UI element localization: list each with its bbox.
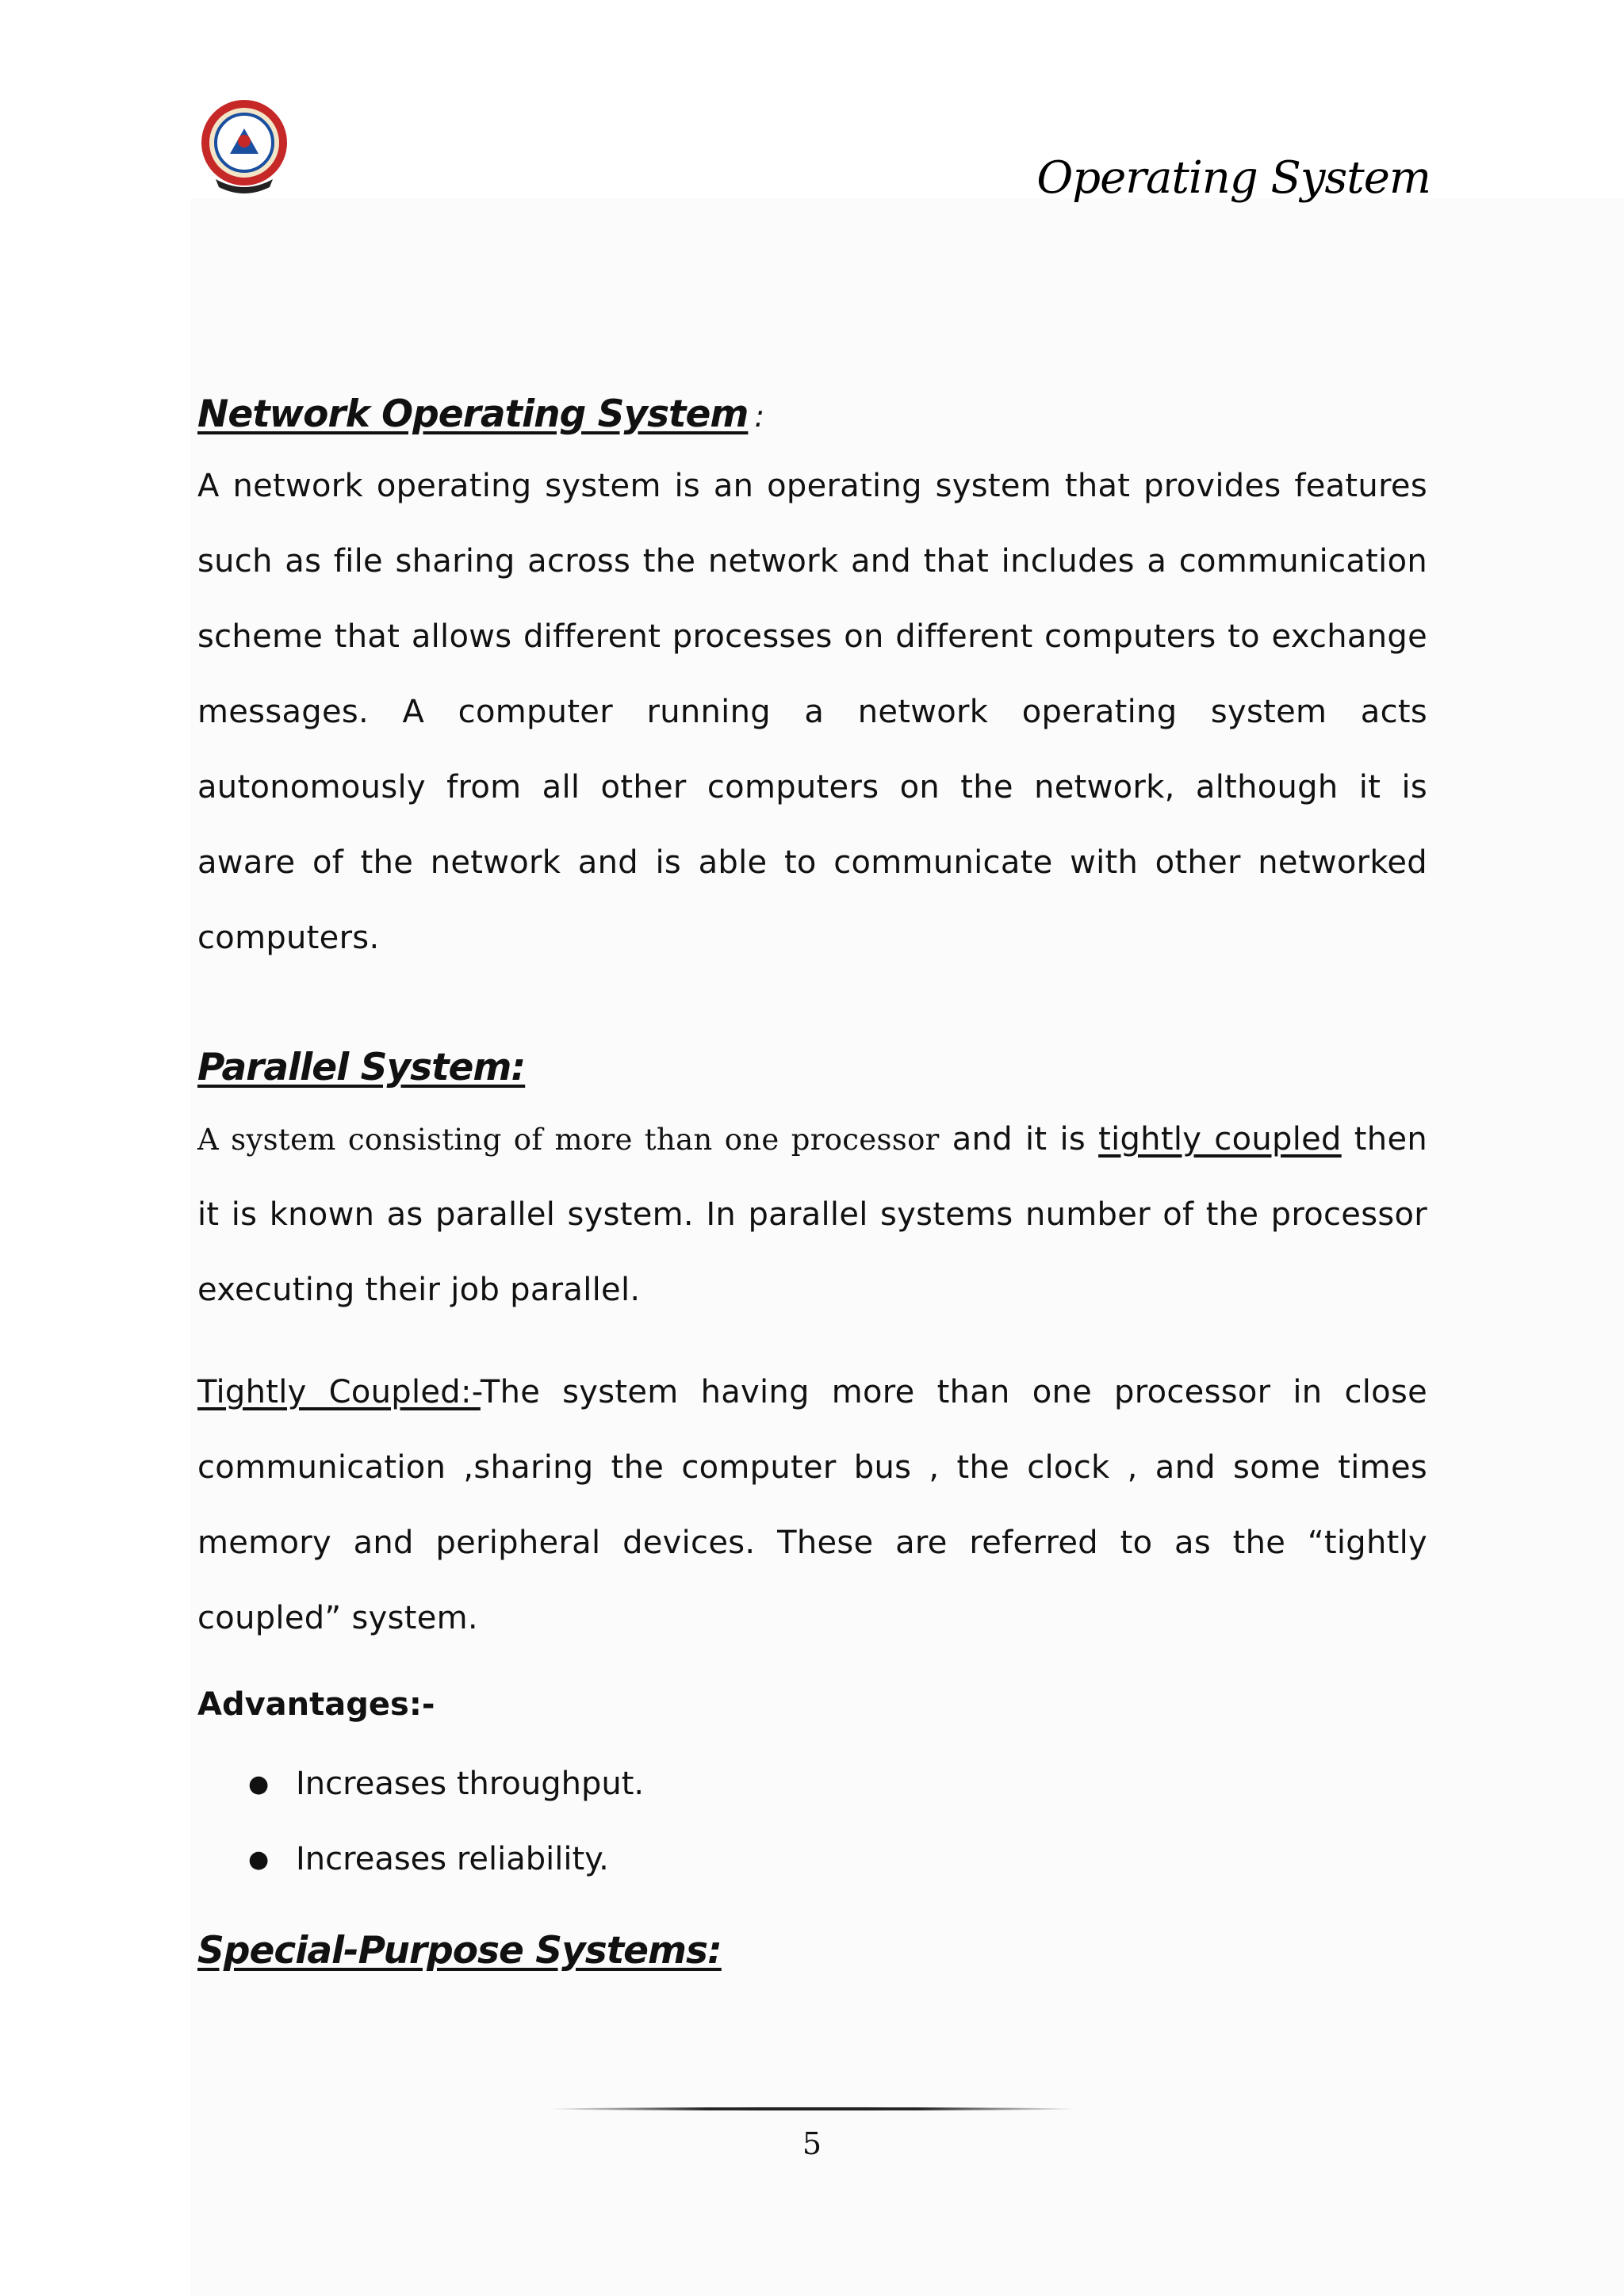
parallel-rest-text: then it is known as parallel system. In parallel systems number of the processor executing their job parallel. <box>197 1121 1428 1308</box>
page-content <box>197 392 1427 1973</box>
tightly-coupled-paragraph <box>197 1355 1427 1656</box>
bullet-icon: ● <box>248 1770 270 1798</box>
parallel-system-heading: Parallel System: <box>197 1046 526 1089</box>
advantages-list <box>197 1747 1427 1897</box>
parallel-serif-run: A system consisting of more than one processor <box>197 1123 940 1157</box>
tightly-coupled-text: The system having more than one processor in close communication ,sharing the computer bus , the clock , and some times memory and peripheral devices. These are referred to as the “tightly coupled” system. <box>197 1374 1427 1636</box>
parallel-system-paragraph <box>197 1102 1427 1328</box>
special-purpose-heading: Special-Purpose Systems: <box>197 1929 722 1973</box>
footer-divider <box>547 2107 1078 2110</box>
tightly-coupled-label: Tightly Coupled:- <box>197 1374 481 1410</box>
advantages-label: Advantages:- <box>197 1686 435 1723</box>
list-item <box>197 1747 1427 1822</box>
page-number: 5 <box>802 2126 822 2161</box>
tightly-coupled-link: tightly coupled <box>1098 1121 1342 1158</box>
heading-colon: : <box>754 399 764 434</box>
parallel-mid-text: and it is <box>939 1121 1099 1158</box>
network-os-heading <box>197 392 1427 436</box>
advantage-text: Increases reliability. <box>296 1841 609 1877</box>
advantage-text: Increases throughput. <box>296 1766 645 1802</box>
bullet-icon: ● <box>248 1846 270 1873</box>
network-os-paragraph: A network operating system is an operating system that provides features such as file sharing across the network and that includes a communication scheme that allows different processes on different computers to exchange messages. A computer running a network operating system acts autonomously from all other computers on the network, although it is aware of the network and is able to communicate with other networked computers. <box>197 468 1427 956</box>
header-title: Operating System <box>1036 152 1431 204</box>
network-os-heading-text: Network Operating System <box>197 392 749 436</box>
institution-seal-icon <box>198 97 290 198</box>
list-item <box>197 1822 1427 1897</box>
